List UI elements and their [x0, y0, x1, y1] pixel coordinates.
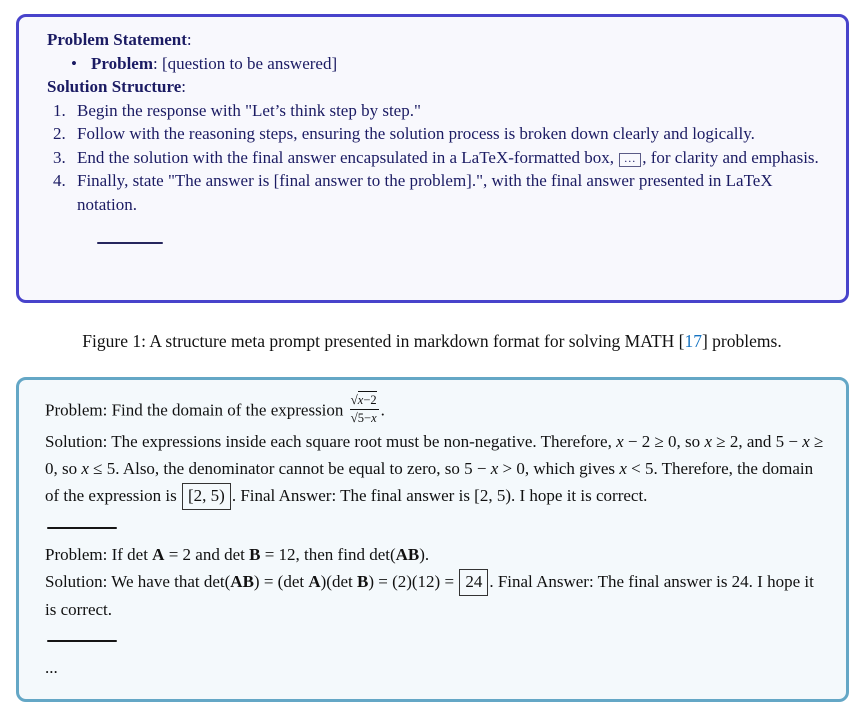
example-problem-2: Problem: If det A = 2 and det B = 12, then find det(AB). — [45, 544, 430, 564]
fraction: $\frac{√x-2}{√5-x}$ — [350, 392, 377, 425]
prompt-list-item — [47, 122, 826, 146]
list-item-text: Finally, state "The answer is [final answer to the problem].", with the final answer presented in LaTeX notation. — [77, 171, 773, 214]
divider-line — [97, 242, 163, 244]
prompt-list-item — [47, 169, 826, 216]
prompt-bullet-item — [47, 52, 826, 76]
prompt-list-item — [47, 99, 826, 123]
list-item-text: End the solution with the final answer encapsulated in a LaTeX-formatted box, ... , for clarity and emphasis. — [77, 147, 819, 167]
bullet-text: Problem: [question to be answered] — [91, 53, 338, 73]
figure-caption: Figure 1: A structure meta prompt presented in markdown format for solving MATH [17] problems. — [82, 331, 782, 351]
prompt-heading-solution-structure: Solution Structure: — [47, 77, 187, 96]
bullet-marker: • — [71, 53, 77, 73]
prompt-numbered-list — [47, 99, 826, 217]
example-problem-1: Problem: Find the domain of the expression $\frac{√x-2}{√5-x}$ . — [45, 392, 385, 425]
list-item-text: Follow with the reasoning steps, ensuring the solution process is broken down clearly and logically. — [77, 124, 755, 143]
example-box — [16, 377, 849, 702]
list-number: 3. — [53, 147, 66, 167]
meta-prompt-box — [16, 14, 849, 303]
boxed-dots: ... — [619, 153, 641, 167]
boxed-answer: [2, 5) — [182, 483, 231, 510]
list-number: 1. — [53, 100, 66, 120]
citation-link[interactable]: 17 — [684, 331, 702, 351]
boxed-answer: 24 — [459, 569, 488, 596]
divider-line — [47, 527, 117, 529]
prompt-list-item — [47, 146, 826, 170]
list-number: 4. — [53, 171, 66, 190]
example-solution-2: Solution: We have that det(AB) = (det A)(det B) = (2)(12) = 24 . Final Answer: The final answer is 24. I hope it is correct. — [45, 568, 826, 623]
list-number: 2. — [53, 124, 66, 143]
example-solution-1: Solution: The expressions inside each square root must be non-negative. Therefore, x − 2 ≥ 0, so x ≥ 2, and 5 − x ≥ 0, so x ≤ 5. Also, the denominator cannot be equal to zero, so 5 − x > 0, which gives x < 5. Therefore, the domain of the expression is [2, 5) . Final Answer: The final answer is [2, 5). I hope it is correct. — [45, 428, 826, 510]
prompt-heading-problem-statement: Problem Statement: — [47, 30, 192, 49]
divider-line — [47, 640, 117, 642]
sqrt-radical: √ — [350, 392, 358, 407]
ellipsis: ... — [45, 657, 58, 677]
sqrt-radical: √ — [350, 409, 358, 425]
list-item-text: Begin the response with "Let’s think step by step." — [77, 100, 421, 120]
